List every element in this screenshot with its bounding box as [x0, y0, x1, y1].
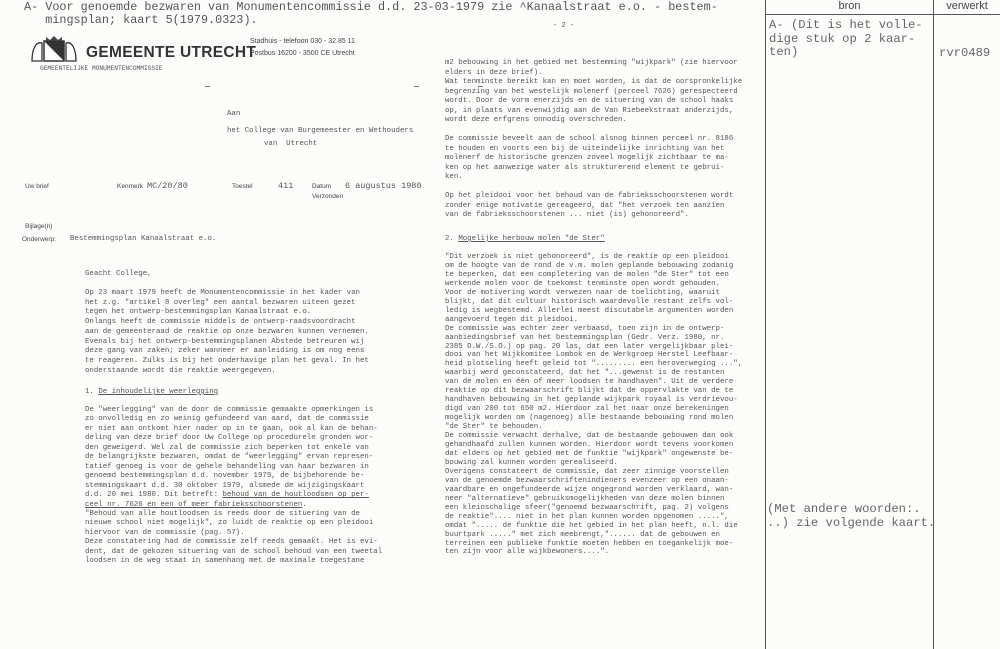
card-title-line1: A- Voor genoemde bezwaren van Monumentencommissie d.d. 23-03-1979 zie ^Kanaalstraat e.o. - bestem- [24, 0, 718, 14]
onderwerp-label: Onderwerp: [22, 236, 56, 243]
bron-entry: A- (Dit is het volle- dige stuk op 2 kaar- ten) [769, 18, 923, 59]
fold-mark [414, 86, 419, 87]
paragraph-weerlegging [85, 406, 382, 567]
header-divider [765, 14, 1000, 15]
column-divider [933, 0, 934, 649]
section-1-heading [85, 388, 218, 396]
paragraph-molenerf: m2 bebouwing in het gebied met bestemming "wijkpark" (zie hiervoor elders in deze brief). Wat tenminste bereikt kan en moet worden, is dat de oorspronkelijke begrenzing van het westelijk molenerf (perceel 7626) gerespecteerd wordt. Door de vorm enerzijds en de situering van de school haaks op, in plaats van evenwijdig aan de Van Riebeekstraat anderzijds, wordt deze erfgrens onnodig overschreden. De commissie beveelt aan de school alsnog binnen perceel nr. 8186 te houden en voorts een bij de uiteindelijke inrichting van het molenerf de historische grenzen zoveel mogelijk zichtbaar te ma- ken op het aanwezige water als strukturerend element te gebrui- ken. Op het pleidooi voor het behoud van de fabrieksschoorstenen wordt zonder enige motivatie gereageerd, dat "het verzoek ten aanzien van de fabrieksschoorstenen ... niet (is) gehonoreerd". [445, 59, 743, 219]
datum-label: Datum [312, 183, 332, 190]
uw-brief-label: Uw brief [25, 183, 49, 190]
paragraph-text: . "Behoud van alle houtloodsen is reeds door de situering van de nieuwe school niet mogelijk", zo luidt de reaktie op een pleidooi hiervoor van de commissie (pag. 57). Deze constatering had de commissie zelf reeds gemaakt. Het is evi- dent, dat de gekozen situering van de school behoud van een tweetal loodsen in de weg staat in samenhang met de maximale toegestane [85, 500, 383, 566]
toestel-value: 411 [278, 181, 294, 191]
datum-value: 6 augustus 1980 [345, 181, 422, 191]
underlined-text: behoud van de houtloodsen op per- ceel nr. 7626 en een of meer fabrieksschoorstenen [85, 491, 369, 509]
address-city: van Utrecht [264, 140, 318, 148]
verzonden-label: Verzonden [312, 193, 344, 200]
paragraph-molen-de-ster: "Dit verzoek is niet gehonoreerd", is de reaktie op een pleidooi om de hoogte van de rond de v.m. molen geplande bebouwing zodanig te beperken, dat een completering van de molen "de Ster" tot een werkende molen voor de toekomst tenminste open wordt gehouden. Voor de motivering wordt verwezen naar de toelichting, waaruit blijkt, dat dit cultuur historisch waardevolle restant zelfs vol- ledig is wegbestemd. Allerlei meest discutabele argumenten worden aangevoerd tegen dit pleidooi. De commissie was echter zeer verbaasd, toen zijn in de ontwerp- aanbiedingsbrief van het bestemmingsplan (Gedr. Verz. 1980, nr. 2385 O.W./S.O.) op pag. 20 las, dat een later vergelijkbaar plei- dooi van het Wijkkomitee Lombok en de Werkgroep Herstel Leefbaar- heid plotseling heeft geleid tot "......... een heroverweging ...", waarbij werd geconstateerd, dat het "...gewenst is de restanten van de molen en één of meer loodsen te handhaven". Uit de verdere reaktie op dit bezwaarschrift blijkt dat de oppervlakte van de te handhaven bebouwing in het geplande wijkpark royaal is verdrievou- digd van 200 tot 650 m2. Hierdoor zal het naar onze berekeningen mogelijk worden om (nagenoeg) alle bestaande bebouwing rond molen "de Ster" te behouden. De commissie verwacht derhalve, dat de bestaande gebouwen dan ook gehandhaafd zullen kunnen worden. Hierdoor wordt tevens voorkomen dat elders op het gebied met de funktie "wijkpark" ongewenste be- bouwing zal kunnen worden gerealiseerd. Overigens constateert de commissie, dat zeer zinnige voorstellen van de genoemde bezwaarschriftenindieners evenzeer op een onaan- vaardbare en ongefundeerde wijze ongegrond worden verklaard, wan- neer "alternatieve" gebruiksmogelijkheden van deze molen binnen een kleinschalige sfeer("genoemd bezwaarschrift, pag. 2) volgens de reaktie".... niet in het plan kunnen worden opgenomen .....", omdat "..... de funktie die het gebied in het plan heeft, n.l. die buurtpark ....." met zich meebrengt,"...... dat de gebouwen en terreinen een publieke funktie moeten hebben en toegankelijk moe- ten zijn voor alle wijkbewoners....". [445, 253, 743, 557]
section-1-number: 1. [85, 388, 94, 396]
contact-line-2: Postbus 16200 - 3500 CE Utrecht [250, 50, 355, 57]
bijlage-label: Bijlage(n) [25, 223, 53, 230]
section-2-title: Mogelijke herbouw molen "de Ster" [458, 235, 605, 243]
section-2-number: 2. [445, 235, 454, 243]
card-title-line2: mingsplan; kaart 5(1979.0323). [24, 13, 258, 27]
kenmerk-label: Kenmerk [117, 183, 144, 190]
paragraph-intro: Op 23 maart 1979 heeft de Monumentencommissie in het kader van het z.g. "artikel 8 overleg" een aantal bezwaren uiteen gezet tegen het ontwerp-bestemmingsplan Kanaalstraat e.o. Onlangs heeft de commissie middels de ontwerp-raadsvoordracht aan de gemeenteraad de reaktie op onze bezwaren kunnen vernemen. Evenals bij het ontwerp-bestemmingsplanen Abstede betreuren wij deze gang van zaken; zeker wanneer er aanleiding is om nog eens te reageren. Zulks is bij het onderhavige plan het geval. In het onderstaande wordt die reaktie weergegeven. [85, 289, 369, 375]
address-aan: Aan [227, 110, 241, 118]
paragraph-text: De "weerlegging" van de door de commissie gemaakte opmerkingen is zo onvolledig en zo weinig gefundeerd van aard, dat de commissie er niet aan ontkomt hier nader op in te gaan, ook al kan de behan- deling van deze brief door Uw College op procedurele gronden wor- den geweigerd. Wel zal de commissie zich beperken tot enkele van de belangrijkste bezwaren, omdat de "weerlegging" ervan represen- tatief genoeg is voor de gehele behandeling van haar bezwaren in genoemd bestemmingsplan d.d. november 1979, de bijbehorende be- stemmingskaart d.d. 30 oktober 1979, alsmede de wijzigingskaart d.d. 20 mei 1980. Dit betreft: [85, 406, 378, 500]
page-number: - 2 - [553, 22, 575, 30]
onderwerp-value: Bestemmingsplan Kanaalstraat e.o. [70, 235, 217, 243]
kenmerk-value: MC/20/80 [147, 181, 188, 191]
column-header-verwerkt: verwerkt [946, 0, 988, 12]
contact-line-1: Stadhuis - telefoon 030 - 32 85 11 [250, 38, 355, 45]
section-1-title: De inhoudelijke weerlegging [98, 388, 219, 396]
section-2-heading [445, 235, 605, 243]
column-divider [765, 0, 766, 649]
salutation: Geacht College, [85, 270, 152, 278]
toestel-label: Toestel [232, 183, 253, 190]
coat-of-arms-icon [30, 35, 78, 63]
address-recipient: het College van Burgemeester en Wethouders [227, 127, 414, 135]
verwerkt-entry: rvr0489 [939, 46, 991, 60]
department-name: GEMEENTELIJKE MONUMENTENCOMMISSIE [40, 65, 163, 72]
column-header-bron: bron [838, 0, 861, 12]
bron-note: (Met andere woorden:. ..) zie volgende kaart. [767, 502, 936, 530]
fold-mark [205, 86, 210, 87]
org-name: GEMEENTE UTRECHT [86, 44, 257, 61]
